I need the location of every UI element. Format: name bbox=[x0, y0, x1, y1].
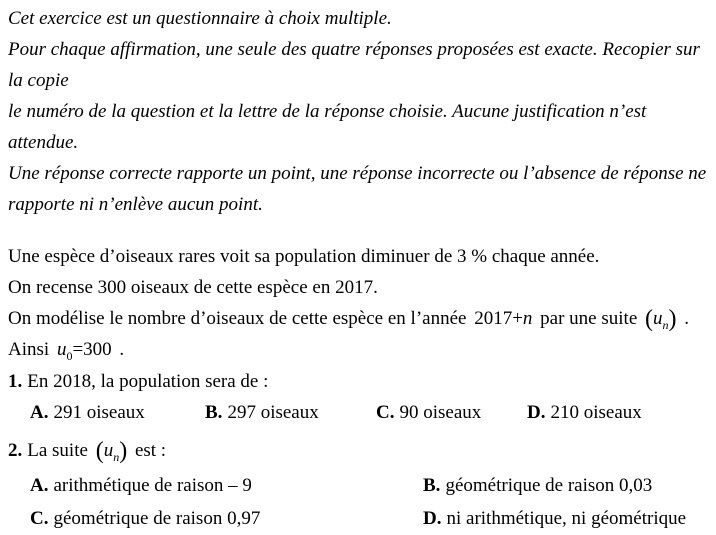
q2-option-c-letter: C. bbox=[30, 508, 49, 529]
question-2-text bbox=[8, 435, 710, 466]
math-year-variable: n bbox=[522, 308, 533, 329]
question-1 bbox=[8, 366, 710, 428]
question-2-label-before: La suite bbox=[27, 440, 88, 461]
q2-option-a-letter: A. bbox=[30, 475, 49, 496]
q2-option-c-text: géométrique de raison 0,97 bbox=[53, 508, 261, 529]
sentence-3-period: . bbox=[684, 308, 689, 329]
q2-option-b-text: géométrique de raison 0,03 bbox=[445, 475, 653, 496]
q1-option-c bbox=[376, 397, 481, 428]
instructions-line-4: Une réponse correcte rapporte un point, une réponse incorrecte ou l’absence de réponse ne bbox=[8, 163, 707, 184]
problem-statement bbox=[8, 241, 710, 365]
u-variable: u bbox=[56, 339, 67, 360]
q1-option-c-text: 90 oiseaux bbox=[399, 402, 482, 423]
math-sequence-notation bbox=[645, 306, 677, 332]
problem-sentence-2: On recense 300 oiseaux de cette espèce en 2017. bbox=[8, 277, 378, 298]
problem-sentence-1: Une espèce d’oiseaux rares voit sa population diminuer de 3 % chaque année. bbox=[8, 246, 600, 267]
instructions-line-5: rapporte ni n’enlève aucun point. bbox=[8, 194, 263, 215]
q1-option-a-text: 291 oiseaux bbox=[53, 402, 145, 423]
sentence-3-middle: par une suite bbox=[540, 308, 638, 329]
exam-instructions bbox=[8, 3, 710, 220]
q2-option-a bbox=[30, 469, 252, 502]
instructions-line-2: Pour chaque affirmation, une seule des quatre réponses proposées est exacte. Recopier sur la copie bbox=[8, 39, 700, 91]
sequence-subscript: n bbox=[113, 450, 120, 464]
q1-option-b bbox=[205, 397, 319, 428]
q1-option-d bbox=[527, 397, 642, 428]
sequence-subscript: n bbox=[662, 318, 669, 332]
q1-option-c-letter: C. bbox=[376, 402, 395, 423]
question-1-text bbox=[8, 366, 710, 397]
sentence-4-period: . bbox=[119, 339, 125, 360]
problem-sentence-3 bbox=[8, 303, 710, 334]
math-expression-year bbox=[474, 308, 532, 329]
q2-option-d-letter: D. bbox=[423, 508, 442, 529]
q1-option-d-letter: D. bbox=[527, 402, 546, 423]
question-2-number: 2. bbox=[8, 440, 23, 461]
sentence-3-text: On modélise le nombre d’oiseaux de cette espèce en l’année bbox=[8, 308, 467, 329]
q2-option-b-letter: B. bbox=[423, 475, 441, 496]
q1-option-b-text: 297 oiseaux bbox=[227, 402, 319, 423]
instructions-line-3: le numéro de la question et la lettre de la réponse choisie. Aucune justification n’est attendue. bbox=[8, 101, 647, 153]
q2-option-a-text: arithmétique de raison – 9 bbox=[53, 475, 252, 496]
open-paren: ( bbox=[95, 438, 104, 464]
q1-option-b-letter: B. bbox=[205, 402, 223, 423]
question-2-options-row-2 bbox=[8, 502, 710, 535]
q2-option-b bbox=[423, 469, 652, 502]
u-subscript-zero: 0 bbox=[66, 349, 73, 363]
math-initial-term bbox=[56, 339, 112, 363]
question-1-options bbox=[8, 397, 710, 428]
question-1-label: En 2018, la population sera de : bbox=[27, 371, 269, 392]
sequence-variable: u bbox=[103, 440, 114, 461]
question-1-number: 1. bbox=[8, 371, 23, 392]
problem-sentence-4 bbox=[8, 334, 710, 365]
close-paren: ) bbox=[668, 306, 677, 332]
q2-option-c bbox=[30, 502, 260, 535]
q2-option-d bbox=[423, 502, 686, 535]
math-year-number: 2017+ bbox=[474, 308, 523, 329]
question-2-options-row-1 bbox=[8, 469, 710, 502]
open-paren: ( bbox=[645, 306, 653, 332]
question-2-label-after: est : bbox=[134, 440, 167, 461]
question-2 bbox=[8, 435, 710, 535]
sentence-4-text: Ainsi bbox=[8, 339, 50, 360]
q2-option-d-text: ni arithmétique, ni géométrique bbox=[446, 508, 687, 529]
close-paren: ) bbox=[119, 438, 128, 464]
q1-option-a-letter: A. bbox=[30, 402, 49, 423]
q1-option-a bbox=[30, 397, 145, 428]
q1-option-d-text: 210 oiseaux bbox=[550, 402, 642, 423]
sequence-variable: u bbox=[653, 308, 663, 329]
math-sequence-notation-q2 bbox=[95, 438, 128, 464]
instructions-line-1: Cet exercice est un questionnaire à choix multiple. bbox=[8, 8, 392, 29]
u-zero-value: =300 bbox=[72, 339, 112, 360]
